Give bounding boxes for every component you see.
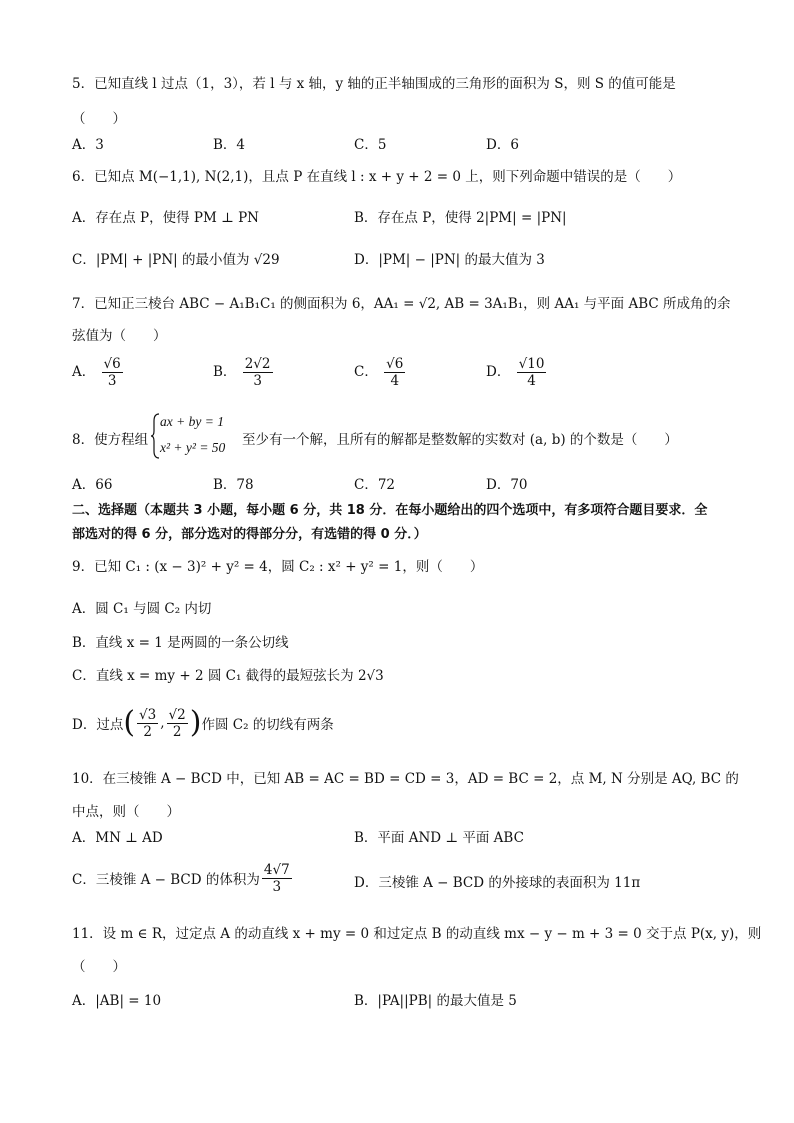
q6-stem: 6．已知点 M(−1,1), N(2,1)，且点 P 在直线 l : x + y + 2 = 0 上，则下列命题中错误的是（ ） [72, 169, 682, 185]
fraction [243, 356, 273, 389]
comma: , [160, 715, 165, 731]
q5-stem: 5．已知直线 l 过点（1，3），若 l 与 x 轴，y 轴的正半轴围成的三角形的面积为 S，则 S 的值可能是 [72, 76, 676, 92]
q8-prefix: 8．使方程组 [72, 432, 149, 448]
denominator: 3 [272, 878, 282, 895]
q10-option-d: D．三棱锥 A − BCD 的外接球的表面积为 11π [354, 875, 641, 891]
numerator: 2√2 [244, 356, 271, 372]
q10-option-b: B．平面 AND ⊥ 平面 ABC [354, 830, 524, 846]
q5-option-b: B．4 [213, 137, 246, 153]
q8-option-a: A．66 [72, 477, 113, 493]
q10-stem-line2: 中点，则（ ） [72, 804, 180, 820]
q9-option-c: C．直线 x = my + 2 圆 C₁ 截得的最短弦长为 2√3 [72, 668, 384, 684]
q6-option-a: A．存在点 P，使得 PM ⊥ PN [72, 210, 259, 226]
fraction [102, 356, 123, 389]
denominator: 4 [527, 373, 536, 389]
q6-option-c: C．|PM| + |PN| 的最小值为 √29 [72, 252, 280, 268]
section-2-header-line1: 二、选择题（本题共 3 小题，每小题 6 分，共 18 分．在每小题给出的四个选项中，有多项符合题目要求．全 [72, 503, 708, 518]
system-brace [150, 413, 160, 459]
numerator: √3 [139, 706, 157, 723]
option-label: D． [486, 364, 511, 380]
q11-paren: （ ） [72, 959, 126, 975]
numerator: √6 [103, 356, 121, 372]
fraction-2 [167, 707, 188, 740]
q8-equation-2: x² + y² = 50 [160, 440, 226, 455]
option-c-text: C．三棱锥 A − BCD 的体积为 [72, 872, 260, 888]
option-label: C． [354, 364, 378, 380]
denominator: 3 [253, 373, 262, 389]
q8-option-c: C．72 [354, 477, 396, 493]
q7-option-a [72, 356, 125, 389]
right-paren: ) [189, 705, 202, 740]
q6-option-b: B．存在点 P，使得 2|PM| = |PN| [354, 210, 567, 226]
section-2-header-line2: 部选对的得 6 分，部分选对的得部分分，有选错的得 0 分．） [72, 527, 427, 542]
q7-option-d [486, 356, 548, 389]
fraction [384, 356, 405, 389]
q11-option-a: A．|AB| = 10 [72, 993, 162, 1009]
q10-option-a: A．MN ⊥ AD [72, 830, 163, 846]
option-label: A． [72, 364, 96, 380]
q8-option-d: D．70 [486, 477, 528, 493]
q5-option-c: C．5 [354, 137, 387, 153]
q6-option-d: D．|PM| − |PN| 的最大值为 3 [354, 252, 545, 268]
denominator: 2 [143, 723, 152, 740]
q11-stem: 11．设 m ∈ R，过定点 A 的动直线 x + my = 0 和过定点 B 的动直线 mx − y − m + 3 = 0 交于点 P(x, y)，则 [72, 926, 762, 942]
q8-option-b: B．78 [213, 477, 254, 493]
q7-stem-line1: 7．已知正三棱台 ABC − A₁B₁C₁ 的侧面积为 6，AA₁ = √2, AB = 3A₁B₁，则 AA₁ 与平面 ABC 所成角的余 [72, 296, 731, 312]
denominator: 2 [172, 723, 182, 740]
q9-option-a: A．圆 C₁ 与圆 C₂ 内切 [72, 601, 212, 617]
q5-option-a: A．3 [72, 137, 104, 153]
q7-option-c [354, 356, 407, 389]
numerator: √10 [518, 356, 545, 372]
fraction [517, 356, 547, 389]
q11-option-b: B．|PA||PB| 的最大值是 5 [354, 993, 517, 1009]
q8-suffix: 至少有一个解，且所有的解都是整数解的实数对 (a, b) 的个数是（ ） [242, 432, 678, 448]
left-paren: ( [123, 705, 136, 740]
option-d-prefix: D．过点 [72, 717, 124, 733]
q10-option-c [72, 858, 294, 898]
option-d-suffix: 作圆 C₂ 的切线有两条 [201, 717, 334, 733]
q7-stem-line2: 弦值为（ ） [72, 328, 167, 344]
numerator: 4√7 [263, 861, 290, 878]
numerator: √2 [168, 706, 186, 723]
denominator: 3 [107, 373, 117, 389]
q5-option-d: D．6 [486, 137, 519, 153]
q8-equation-1: ax + by = 1 [160, 414, 224, 429]
q9-option-d [72, 703, 334, 743]
q9-option-b: B．直线 x = 1 是两圆的一条公切线 [72, 635, 289, 651]
q9-stem: 9．已知 C₁ : (x − 3)² + y² = 4，圆 C₂ : x² + y² = 1，则（ ） [72, 559, 484, 575]
fraction [262, 862, 292, 895]
q5-paren: （ ） [72, 111, 126, 127]
numerator: √6 [386, 356, 404, 372]
option-label: B． [213, 364, 237, 380]
q7-option-b [213, 356, 275, 389]
fraction-1 [137, 707, 158, 740]
denominator: 4 [390, 373, 400, 389]
q10-stem-line1: 10．在三棱锥 A − BCD 中，已知 AB = AC = BD = CD = 3，AD = BC = 2，点 M, N 分别是 AQ, BC 的 [72, 771, 739, 787]
